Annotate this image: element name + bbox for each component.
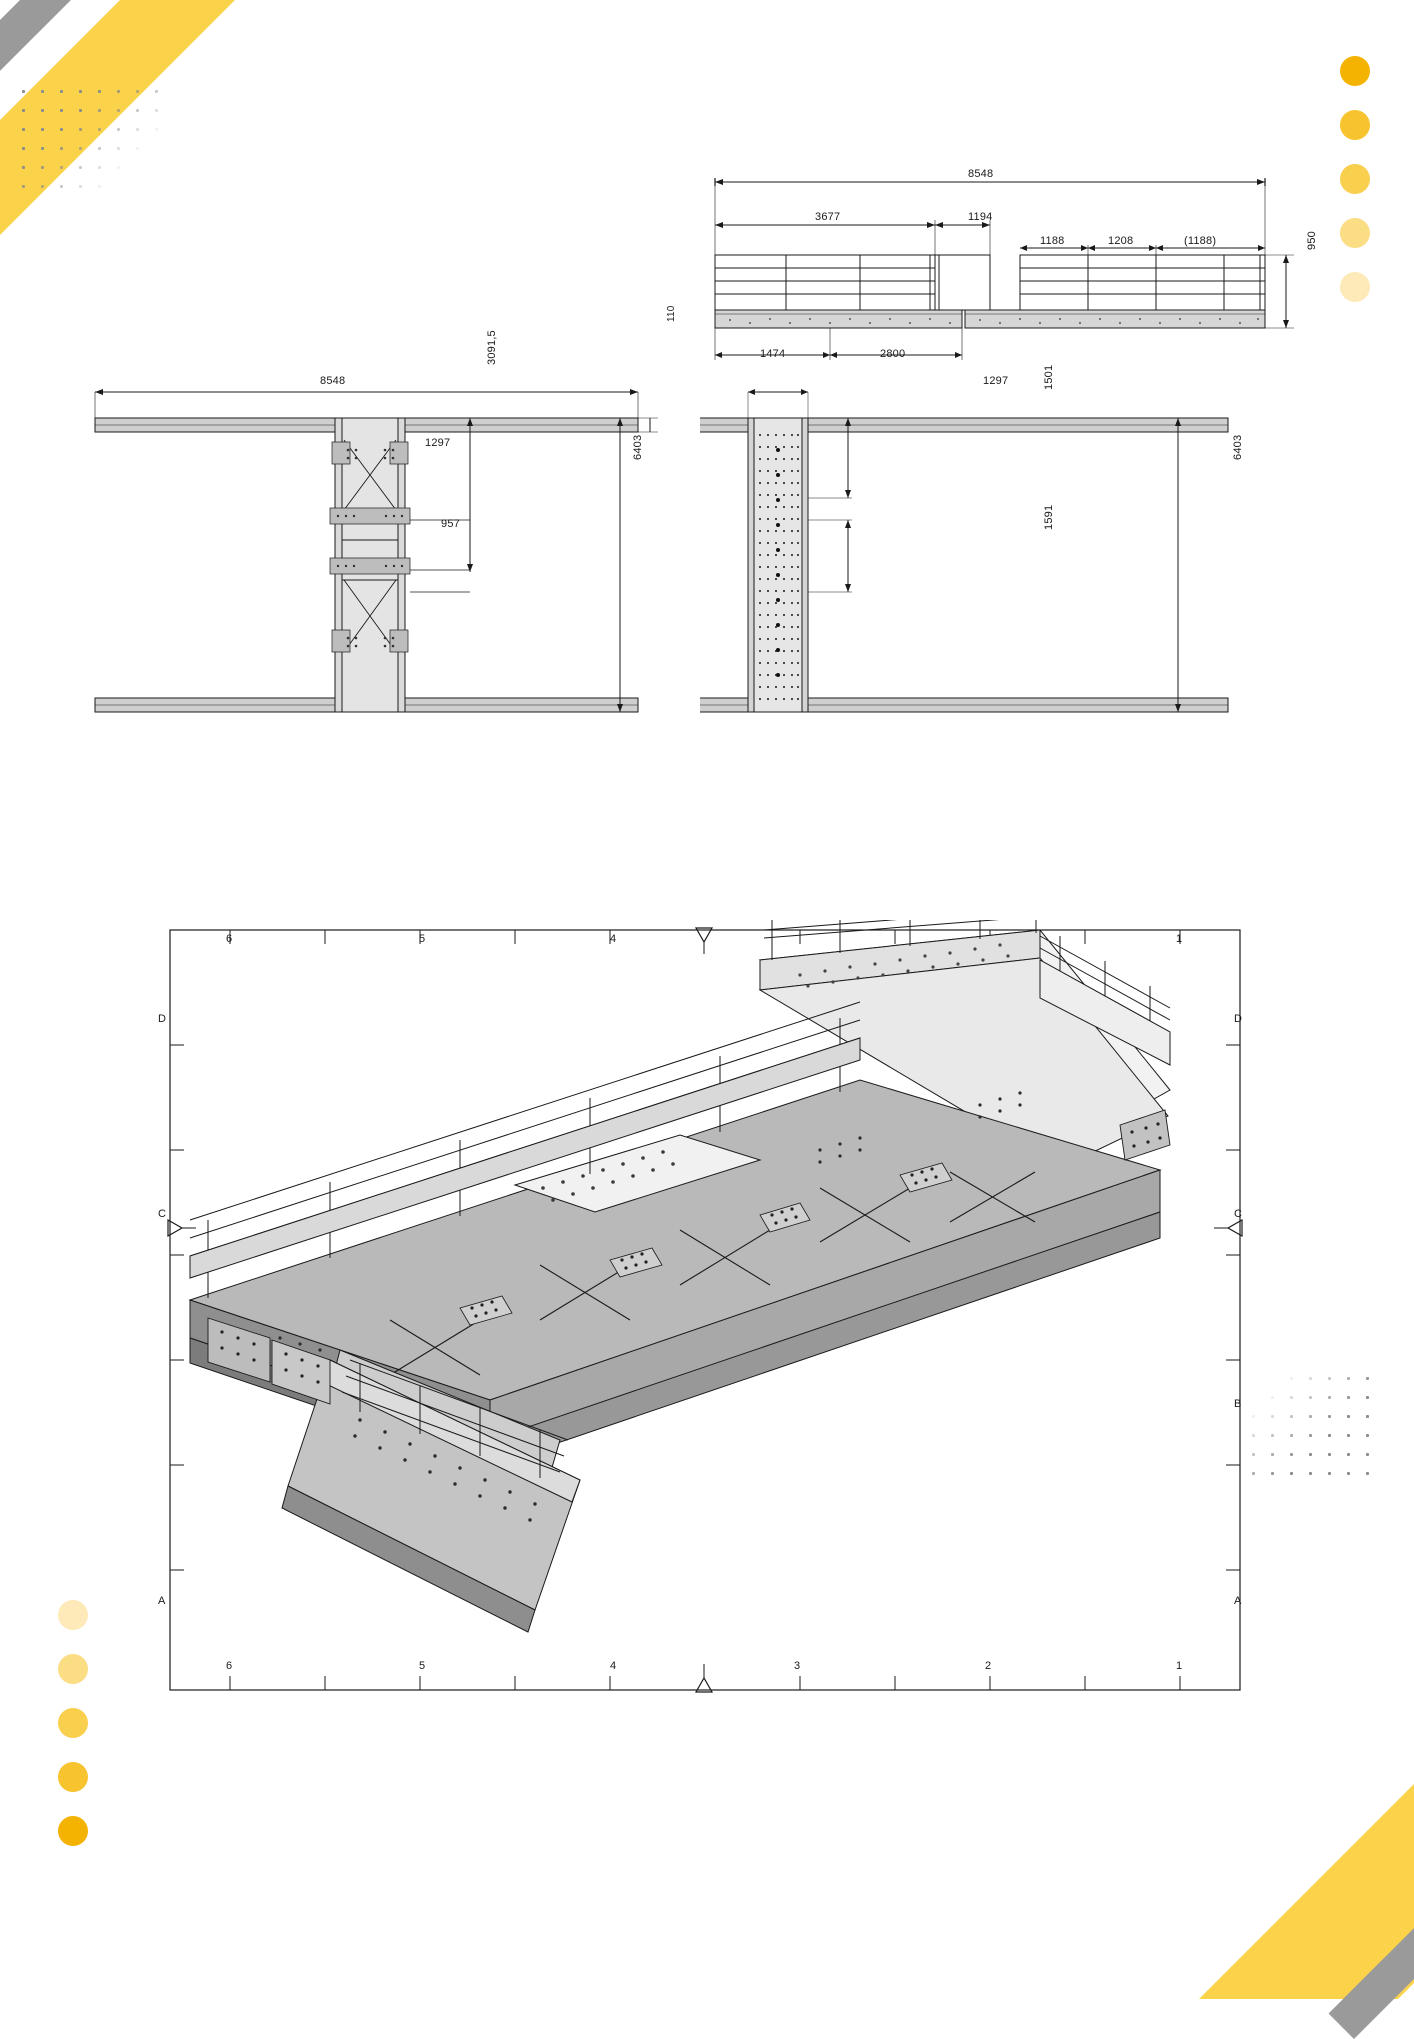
- dim-sectionleft-thickness: 110: [666, 305, 677, 322]
- corner-bar-grey-top-left: [0, 0, 85, 219]
- dot-left-5: [58, 1816, 88, 1846]
- corner-triangle-yellow-bottom-right: [1199, 1784, 1414, 1999]
- dim-railing-gap: 1194: [968, 211, 993, 223]
- iso-grid-top-6: 6: [226, 933, 233, 945]
- view-isometric: [160, 920, 1250, 1700]
- dim-sectionleft-mid-width: 1297: [425, 437, 451, 449]
- iso-grid-bottom-3: 3: [794, 1660, 801, 1672]
- iso-grid-left-C: C: [158, 1208, 166, 1220]
- dot-grid-bottom-right: [1244, 1369, 1374, 1479]
- corner-bar-white-top-left: [0, 0, 38, 212]
- iso-grid-bottom-4: 4: [610, 1660, 617, 1672]
- corner-bar-grey-bottom-right: [1329, 1801, 1414, 2039]
- dim-railing-overall-width: 8548: [968, 168, 994, 180]
- dim-railing-bottom-mid: 2800: [880, 348, 906, 360]
- iso-grid-top-4: 4: [610, 933, 617, 945]
- dim-sectionright-overall-height: 6403: [1232, 434, 1244, 460]
- dot-left-1: [58, 1600, 88, 1630]
- dot-right-5: [1340, 272, 1370, 302]
- dim-sectionright-upper-height: 1501: [1043, 364, 1055, 390]
- iso-grid-right-A: A: [1234, 1595, 1242, 1607]
- dot-right-3: [1340, 164, 1370, 194]
- dim-sectionright-top-width: 1297: [983, 375, 1009, 387]
- dim-railing-height: 950: [1306, 231, 1318, 250]
- dot-right-4: [1340, 218, 1370, 248]
- dot-left-4: [58, 1762, 88, 1792]
- iso-grid-bottom-1: 1: [1176, 1660, 1183, 1672]
- view-railing-elevation: [690, 160, 1310, 400]
- iso-grid-right-C: C: [1234, 1208, 1242, 1220]
- corner-bar-white-bottom-right: [1375, 1810, 1414, 2039]
- dim-sectionright-lower-height: 1591: [1043, 504, 1055, 530]
- iso-grid-left-A: A: [158, 1595, 166, 1607]
- dim-railing-panel-1: 1188: [1040, 235, 1065, 247]
- view-section-right: [700, 380, 1300, 750]
- dim-railing-panel-2: 1208: [1108, 235, 1134, 247]
- dot-grid-top-left: [14, 82, 164, 192]
- dot-right-1: [1340, 56, 1370, 86]
- corner-triangle-white-top-left: [0, 0, 120, 120]
- dot-column-right: [1340, 56, 1370, 326]
- dim-sectionleft-lower-width: 957: [441, 518, 460, 530]
- dot-right-2: [1340, 110, 1370, 140]
- iso-grid-top-1: 1: [1176, 933, 1183, 945]
- dim-railing-left-span: 3677: [815, 211, 841, 223]
- iso-grid-top-5: 5: [419, 933, 426, 945]
- iso-grid-bottom-5: 5: [419, 1660, 426, 1672]
- dim-railing-bottom-left: 1474: [760, 348, 786, 360]
- dim-railing-panel-3: (1188): [1184, 235, 1217, 247]
- iso-grid-right-B: B: [1234, 1398, 1242, 1410]
- dim-sectionleft-inner-height: 3091,5: [486, 330, 498, 365]
- dot-column-left: [58, 1600, 88, 1870]
- dot-left-2: [58, 1654, 88, 1684]
- iso-grid-bottom-2: 2: [985, 1660, 992, 1672]
- corner-triangle-yellow-top-left: [0, 0, 235, 235]
- dot-left-3: [58, 1708, 88, 1738]
- iso-grid-right-D: D: [1234, 1013, 1242, 1025]
- view-section-left: [80, 380, 700, 750]
- dim-sectionleft-overall-height: 6403: [632, 434, 644, 460]
- iso-grid-bottom-6: 6: [226, 1660, 233, 1672]
- dim-sectionleft-top-width: 8548: [320, 375, 346, 387]
- iso-grid-left-D: D: [158, 1013, 166, 1025]
